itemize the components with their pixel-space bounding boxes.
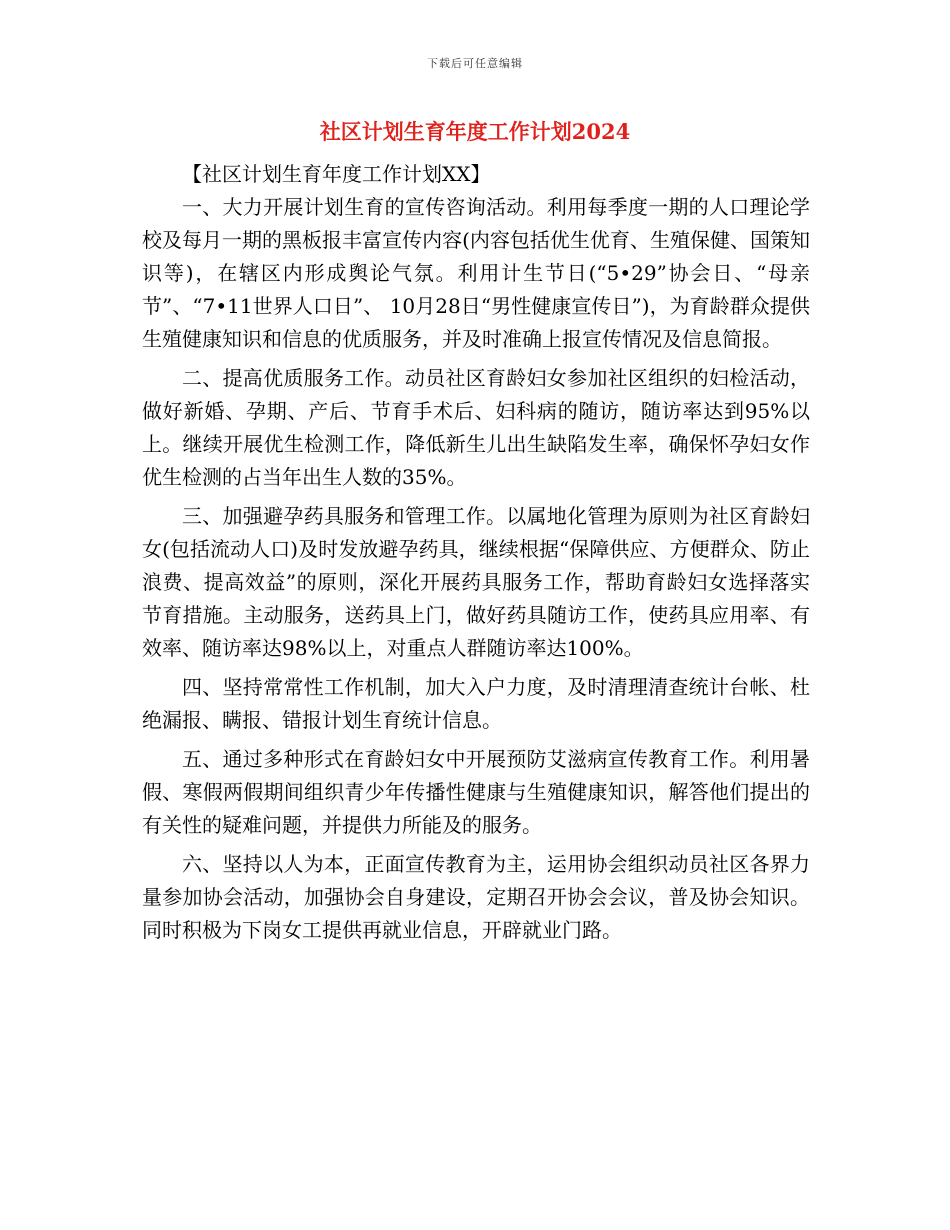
paragraph-4: 四、坚持常常性工作机制，加大入户力度，及时清理清查统计台帐、杜绝漏报、瞒报、错报计划生育统计信息。	[142, 675, 810, 732]
paragraph-1: 一、大力开展计划生育的宣传咨询活动。利用每季度一期的人口理论学校及每月一期的黑板报丰富宣传内容(内容包括优生优育、生殖保健、国策知识等)，在辖区内形成舆论气氛。利用计生节日(“5•29”协会日、“母亲节”、“7•11世界人口日”、 10月28日“男性健康宣传日”)，为育龄群众提供生殖健康知识和信息的优质服务，并及时准确上报宣传情况及信息简报。	[142, 195, 810, 351]
header-note: 下载后可任意编辑	[427, 57, 523, 70]
paragraph-2: 二、提高优质服务工作。动员社区育龄妇女参加社区组织的妇检活动，做好新婚、孕期、产后、节育手术后、妇科病的随访，随访率达到95%以上。继续开展优生检测工作，降低新生儿出生缺陷发生率，确保怀孕妇女作优生检测的占当年出生人数的35%。	[142, 366, 810, 489]
paragraph-5: 五、通过多种形式在育龄妇女中开展预防艾滋病宣传教育工作。利用暑假、寒假两假期间组织青少年传播性健康与生殖健康知识，解答他们提出的有关性的疑难问题，并提供力所能及的服务。	[142, 747, 810, 837]
document-title: 社区计划生育年度工作计划2024	[319, 119, 631, 144]
paragraph-3: 三、加强避孕药具服务和管理工作。以属地化管理为原则为社区育龄妇女(包括流动人口)及时发放避孕药具，继续根据“保障供应、方便群众、防止浪费、提高效益”的原则，深化开展药具服务工作，帮助育龄妇女选择落实节育措施。主动服务，送药具上门，做好药具随访工作，使药具应用率、有效率、随访率达98%以上，对重点人群随访率达100%。	[142, 504, 810, 660]
document-subtitle: 【社区计划生育年度工作计划XX】	[182, 162, 491, 186]
paragraph-6: 六、坚持以人为本，正面宣传教育为主，运用协会组织动员社区各界力量参加协会活动，加强协会自身建设，定期召开协会会议，普及协会知识。同时积极为下岗女工提供再就业信息，开辟就业门路。	[142, 852, 810, 942]
document-body	[142, 158, 810, 953]
